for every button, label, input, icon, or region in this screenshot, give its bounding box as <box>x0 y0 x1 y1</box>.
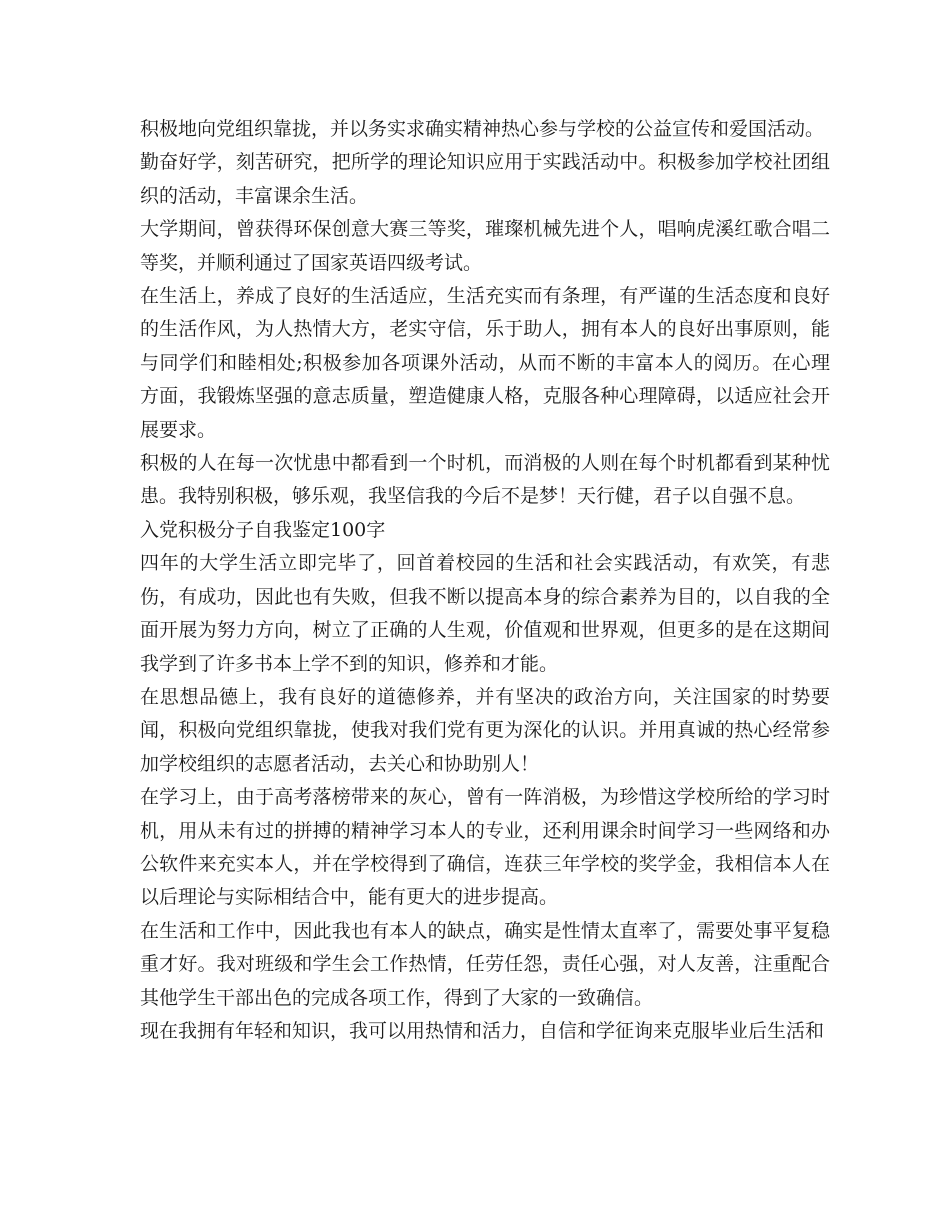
section-heading: 入党积极分子自我鉴定100字 <box>140 518 386 541</box>
paragraph-6: 四年的大学生活立即完毕了，回首着校园的生活和社会实践活动，有欢笑，有悲伤，有成功，因此也有失败，但我不断以提高本身的综合素养为目的，以自我的全面开展为努力方向，树立了正确的人生观，价值观和世界观，但更多的是在这期间我学到了许多书本上学不到的知识，修养和才能。 <box>140 552 830 675</box>
paragraph-4: 在生活上，养成了良好的生活适应，生活充实而有条理，有严谨的生活态度和良好的生活作风，为人热情大方，老实守信，乐于助人，拥有本人的良好出事原则，能与同学们和睦相处;积极参加各项课外活动，从而不断的丰富本人的阅历。在心理方面，我锻炼坚强的意志质量，塑造健康人格，克服各种心理障碍，以适应社会开展要求。 <box>140 285 830 441</box>
paragraph-3: 大学期间，曾获得环保创意大赛三等奖，璀璨机械先进个人，唱响虎溪红歌合唱二等奖，并顺利通过了国家英语四级考试。 <box>140 218 830 274</box>
paragraph-8: 在学习上，由于高考落榜带来的灰心，曾有一阵消极，为珍惜这学校所给的学习时机，用从未有过的拼搏的精神学习本人的专业，还利用课余时间学习一些网络和办公软件来充实本人，并在学校得到了确信，连获三年学校的奖学金，我相信本人在以后理论与实际相结合中，能有更大的进步提高。 <box>140 786 830 909</box>
paragraph-7: 在思想品德上，我有良好的道德修养，并有坚决的政治方向，关注国家的时势要闻，积极向党组织靠拢，使我对我们党有更为深化的认识。并用真诚的热心经常参加学校组织的志愿者活动，去关心和协助别人！ <box>140 685 830 775</box>
document-page <box>140 113 830 1048</box>
paragraph-9: 在生活和工作中，因此我也有本人的缺点，确实是性情太直率了，需要处事平复稳重才好。我对班级和学生会工作热情，任劳任怨，责任心强，对人友善，注重配合其他学生干部出色的完成各项工作，得到了大家的一致确信。 <box>140 919 830 1009</box>
paragraph-1: 积极地向党组织靠拢，并以务实求确实精神热心参与学校的公益宣传和爱国活动。 <box>140 118 825 140</box>
paragraph-2: 勤奋好学，刻苦研究，把所学的理论知识应用于实践活动中。积极参加学校社团组织的活动，丰富课余生活。 <box>140 151 830 207</box>
paragraph-10: 现在我拥有年轻和知识，我可以用热情和活力，自信和学征询来克服毕业后生活和 <box>140 1019 825 1042</box>
paragraph-5: 积极的人在每一次忧患中都看到一个时机，而消极的人则在每个时机都看到某种忧患。我特别积极，够乐观，我坚信我的今后不是梦！天行健，君子以自强不息。 <box>140 452 830 508</box>
